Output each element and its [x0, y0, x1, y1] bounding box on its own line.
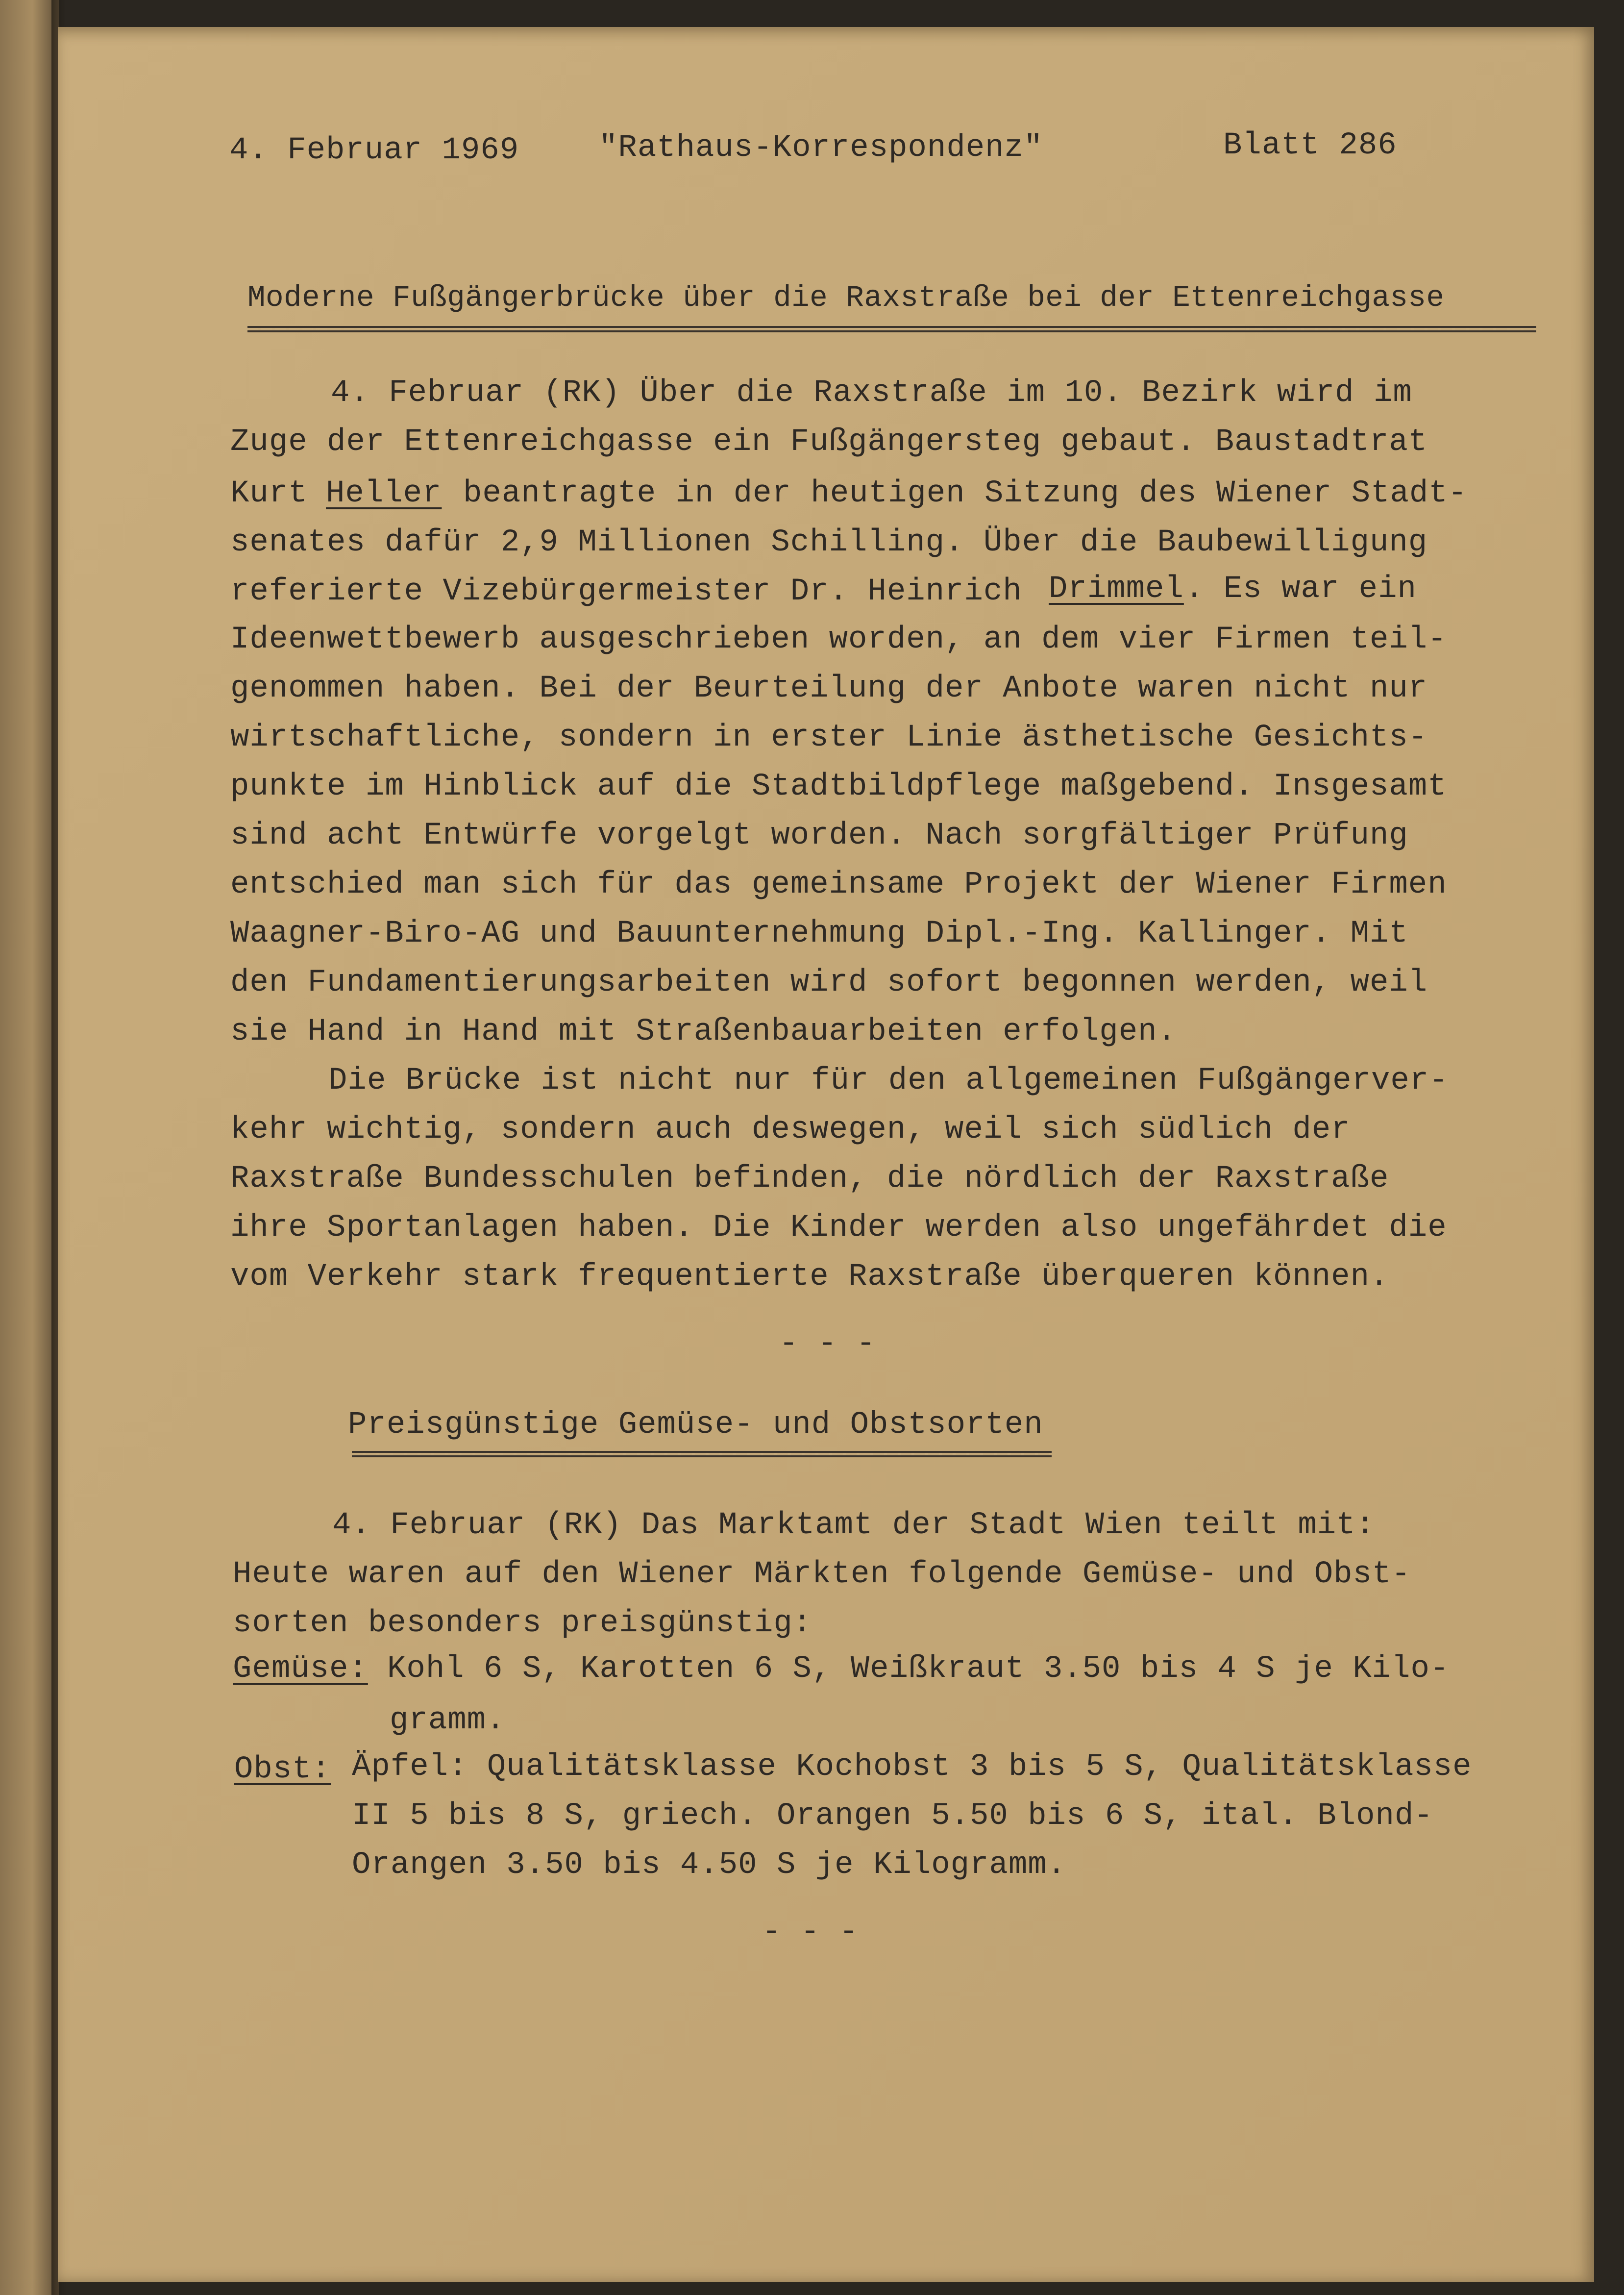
article-2-line-2: Heute waren auf den Wiener Märkten folgende Gemüse- und Obst-	[233, 1557, 1411, 1592]
article-1-line-7: genommen haben. Bei der Beurteilung der Anbote waren nicht nur	[230, 671, 1428, 706]
article-2-line-4: Kohl 6 S, Karotten 6 S, Weißkraut 3.50 bis 4 S je Kilo-	[387, 1651, 1450, 1687]
article-1-line-1: 4. Februar (RK) Über die Raxstraße im 10. Bezirk wird im	[331, 375, 1412, 411]
section-separator: - - -	[762, 1915, 859, 1950]
article-1-line-14: sie Hand in Hand mit Straßenbauarbeiten erfolgen.	[230, 1014, 1177, 1049]
article-1-title-double-rule	[247, 326, 1536, 332]
article-1-line-19: vom Verkehr stark frequentierte Raxstraße überqueren können.	[230, 1259, 1389, 1295]
article-1-line-17: Raxstraße Bundesschulen befinden, die nördlich der Raxstraße	[230, 1161, 1389, 1197]
article-1-line-10: sind acht Entwürfe vorgelgt worden. Nach sorgfältiger Prüfung	[230, 818, 1408, 853]
article-1-title: Moderne Fußgängerbrücke über die Raxstraße bei der Ettenreichgasse	[247, 281, 1445, 315]
article-1-line-18: ihre Sportanlagen haben. Die Kinder werden also ungefährdet die	[230, 1210, 1447, 1246]
header-sheet-number: Blatt 286	[1223, 128, 1397, 163]
article-1-line-3: beantragte in der heutigen Sitzung des Wiener Stadt-	[463, 476, 1468, 511]
section-separator: - - -	[779, 1326, 876, 1362]
article-2-line-6: Äpfel: Qualitätsklasse Kochobst 3 bis 5 S, Qualitätsklasse	[352, 1749, 1472, 1785]
label-obst-underlined: Obst:	[234, 1752, 331, 1787]
name-heller-underlined: Heller	[326, 476, 442, 511]
article-1-line-13: den Fundamentierungsarbeiten wird sofort begonnen werden, weil	[230, 965, 1428, 1000]
article-1-line-16: kehr wichtig, sondern auch deswegen, weil sich südlich der	[230, 1112, 1351, 1148]
article-2-line-5: gramm.	[390, 1703, 506, 1738]
article-2-line-3: sorten besonders preisgünstig:	[233, 1606, 812, 1641]
article-1-line-5-tail: . Es war ein	[1185, 572, 1417, 607]
article-1-line-12: Waagner-Biro-AG und Bauunternehmung Dipl.-Ing. Kallinger. Mit	[230, 916, 1408, 951]
facing-page-edge	[0, 0, 59, 2295]
article-1-line-15: Die Brücke ist nicht nur für den allgemeinen Fußgängerver-	[328, 1063, 1449, 1098]
name-drimmel-underlined: Drimmel	[1049, 572, 1184, 607]
article-1-line-6: Ideenwettbewerb ausgeschrieben worden, an dem vier Firmen teil-	[230, 622, 1447, 657]
article-1-line-9: punkte im Hinblick auf die Stadtbildpflege maßgebend. Insgesamt	[230, 769, 1447, 804]
article-1-line-8: wirtschaftliche, sondern in erster Linie ästhetische Gesichts-	[230, 720, 1428, 755]
article-1-line-5-lead: referierte Vizebürgermeister Dr. Heinrich	[230, 574, 1022, 609]
header-publication: "Rathaus-Korrespondenz"	[599, 130, 1043, 166]
article-2-line-1: 4. Februar (RK) Das Marktamt der Stadt Wien teilt mit:	[332, 1508, 1375, 1543]
header-date: 4. Februar 1969	[229, 133, 519, 168]
article-1-line-3-lead: Kurt	[230, 476, 308, 511]
article-2-line-8: Orangen 3.50 bis 4.50 S je Kilogramm.	[352, 1847, 1067, 1883]
article-1-line-2: Zuge der Ettenreichgasse ein Fußgängersteg gebaut. Baustadtrat	[230, 424, 1428, 460]
article-1-line-4: senates dafür 2,9 Millionen Schilling. Über die Baubewilligung	[230, 525, 1428, 560]
article-2-line-7: II 5 bis 8 S, griech. Orangen 5.50 bis 6 S, ital. Blond-	[352, 1798, 1433, 1834]
label-gemuese-underlined: Gemüse:	[233, 1651, 368, 1687]
article-1-line-11: entschied man sich für das gemeinsame Projekt der Wiener Firmen	[230, 867, 1447, 902]
article-2-title: Preisgünstige Gemüse- und Obstsorten	[348, 1407, 1043, 1443]
article-2-title-double-rule	[352, 1451, 1052, 1457]
